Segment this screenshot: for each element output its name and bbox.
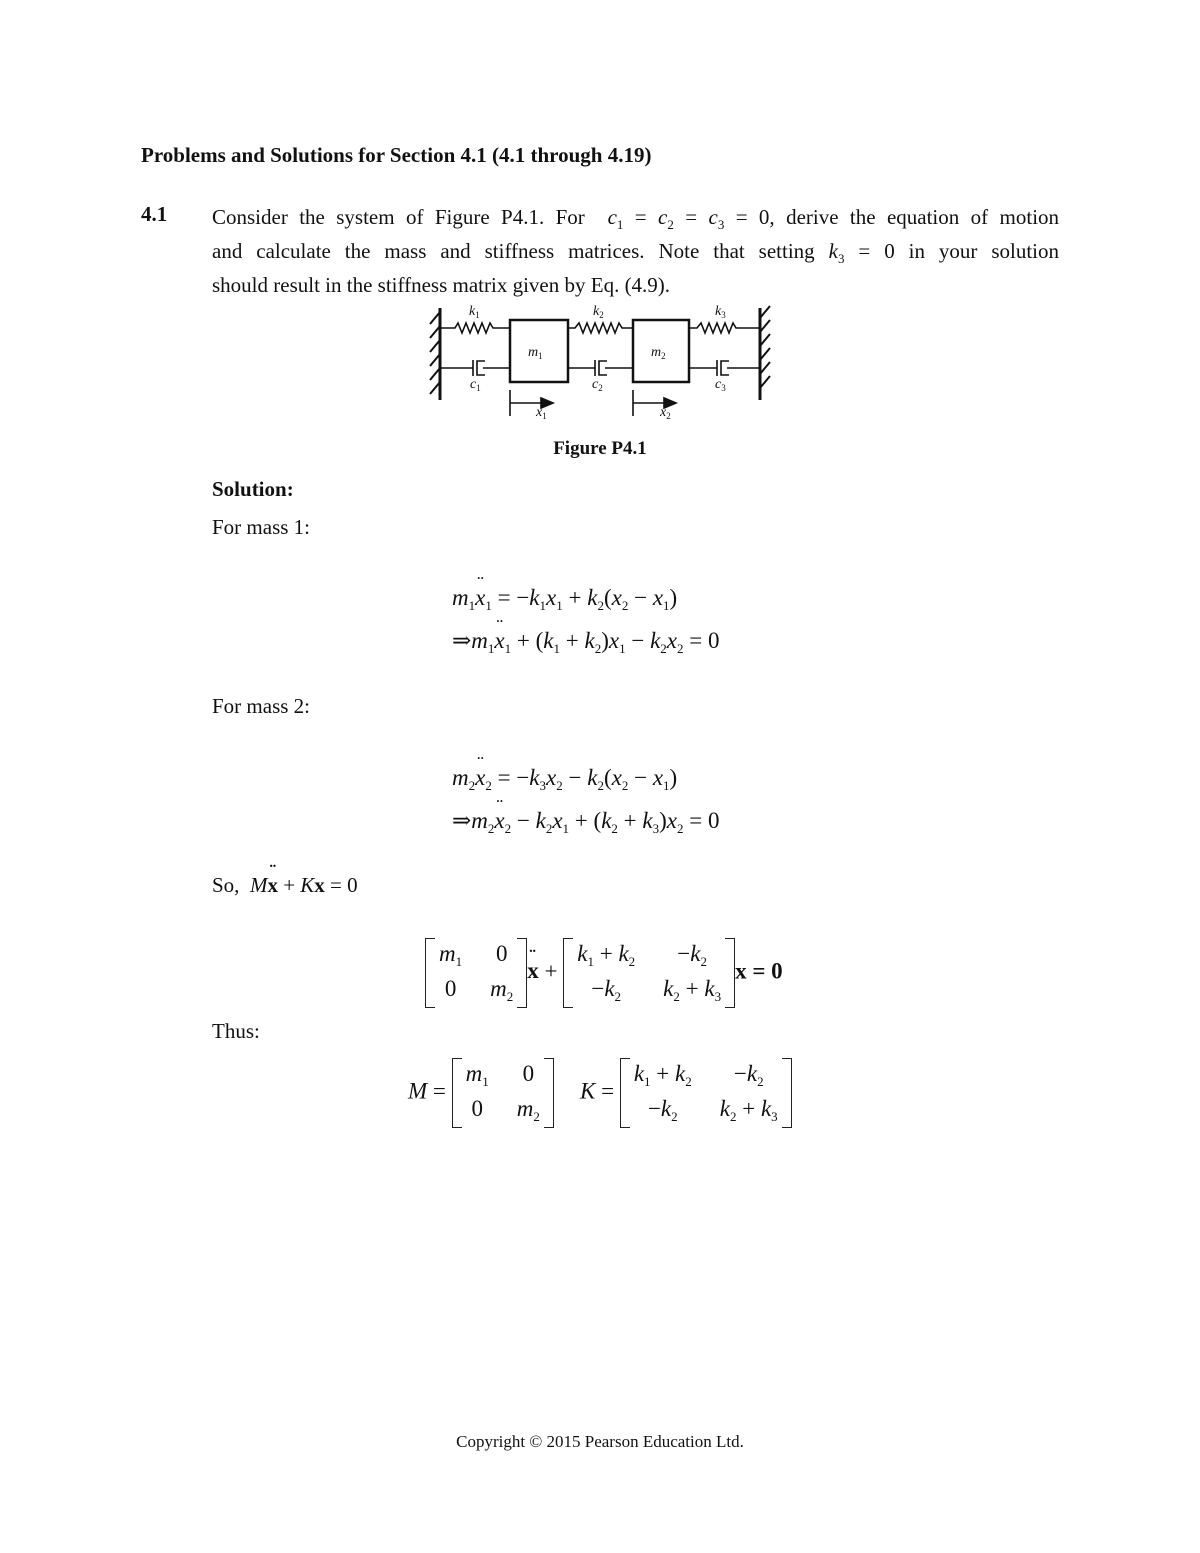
label-c2: $c_2$	[592, 377, 603, 393]
mass-2-label: For mass 2:	[212, 694, 311, 718]
damper-c2	[568, 360, 633, 376]
mass-1-equation-2: $\Rightarrow m_1¨$ $x_1 + (k_1 + k_2)x_1 - k_2x_2 = 0$	[452, 628, 719, 657]
mass-2-equation-1: $m_2¨$ $x_2 = -k_3x_2 - k_2(x_2 - x_1)$	[452, 765, 677, 794]
thus-label: Thus:	[212, 1019, 260, 1043]
label-x2: $x_2$	[660, 405, 671, 421]
label-m2: $m_2$	[651, 345, 666, 361]
stiffness-matrix: K = $k_1 + k_2$ $-k_2$ $-k_2$ $k_2 + k_3$	[580, 1058, 792, 1128]
matrix-form-statement: So, M¨ x + Kx = 0	[212, 873, 358, 898]
damper-c1	[440, 360, 510, 376]
spring-k1	[440, 323, 510, 333]
spring-k2	[568, 323, 633, 333]
problem-line-2: and calculate the mass and stiffness matrices. Note that setting $k_3 = 0$ in your solution	[212, 239, 1060, 266]
label-c1: $c_1$	[470, 377, 481, 393]
spring-mass-damper-figure	[425, 298, 775, 428]
problem-number: 4.1	[141, 202, 168, 226]
matrix-equation: $m_1$ 0 0 $m_2$ ¨ x + $k_1 + k_2$ $-k_2$ $-k_2$ $k_2 + k_3$ x = 0	[425, 938, 783, 1008]
solution-title: Solution:	[212, 477, 294, 501]
mass-1-equation-1: $m_1¨$ $x_1 = -k_1x_1 + k_2(x_2 - x_1)$	[452, 585, 677, 614]
spring-k3	[689, 323, 760, 333]
mass-1-label: For mass 1:	[212, 515, 311, 539]
damper-c3	[689, 360, 760, 376]
label-c3: $c_3$	[715, 377, 726, 393]
problem-statement	[212, 200, 1059, 302]
label-k1: $k_1$	[469, 304, 480, 320]
mass-matrix: M = $m_1$ 0 0 $m_2$	[408, 1058, 554, 1128]
label-m1: $m_1$	[528, 345, 543, 361]
section-heading: Problems and Solutions for Section 4.1 (4.1 through 4.19)	[141, 143, 652, 167]
copyright-footer: Copyright © 2015 Pearson Education Ltd.	[456, 1432, 744, 1451]
label-x1: $x_1$	[536, 405, 547, 421]
figure-caption: Figure P4.1	[553, 438, 647, 459]
mass-2-equation-2: $\Rightarrow m_2¨$ $x_2 - k_2x_1 + (k_2 + k_3)x_2 = 0$	[452, 808, 719, 837]
problem-line-1: Consider the system of Figure P4.1. For $c_1 = c_2 = c_3 = 0$, derive the equation of motion	[212, 205, 1060, 232]
label-k2: $k_2$	[593, 304, 604, 320]
problem-line-3: should result in the stiffness matrix given by Eq. (4.9).	[212, 273, 671, 297]
label-k3: $k_3$	[715, 304, 726, 320]
